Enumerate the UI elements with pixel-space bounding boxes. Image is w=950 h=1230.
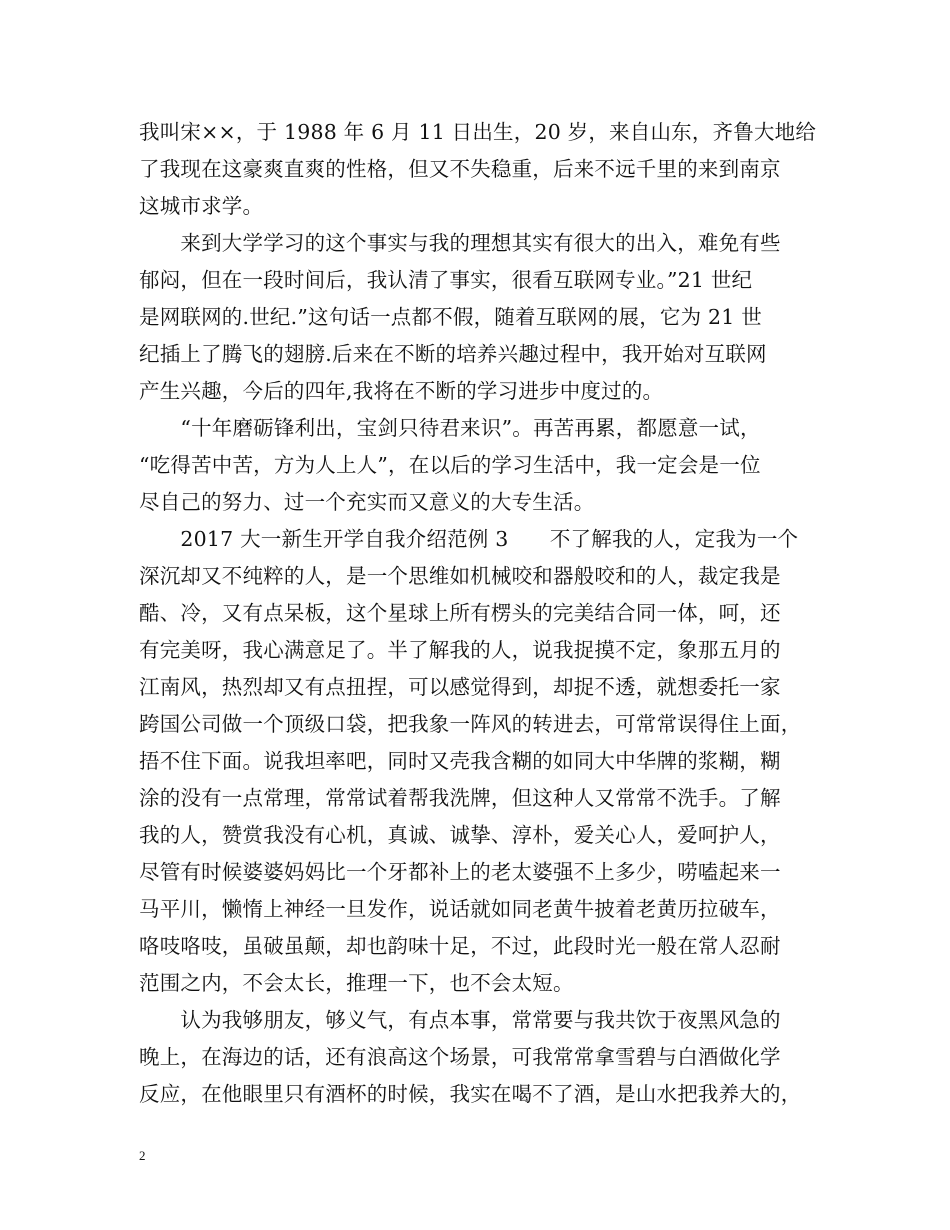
text-line: 郁闷，但在一段时间后，我认清了事实，很看互联网专业。”21 世纪 <box>139 268 753 292</box>
text-line: 我的人，赞赏我没有心机，真诚、诚挚、淳朴，爱关心人，爱呵护人， <box>139 823 781 847</box>
text-line: 这城市求学。 <box>139 194 264 218</box>
text-line: 尽自己的努力、过一个充实而又意义的大专生活。 <box>139 490 595 514</box>
text-line: 酷、冷，又有点呆板，这个星球上所有楞头的完美结合同一体，呵，还 <box>139 601 781 625</box>
text-line: 晚上，在海边的话，还有浪高这个场景，可我常常拿雪碧与白酒做化学 <box>139 1045 781 1069</box>
text-line: 2017 大一新生开学自我介绍范例 3 不了解我的人，定我为一个 <box>139 527 799 551</box>
text-line: 反应，在他眼里只有酒杯的时候，我实在喝不了酒，是山水把我养大的， <box>139 1082 802 1106</box>
text-line: 认为我够朋友，够义气，有点本事，常常要与我共饮于夜黑风急的 <box>139 1008 781 1032</box>
text-line: 有完美呀，我心满意足了。半了解我的人，说我捉摸不定，象那五月的 <box>139 638 781 662</box>
text-line: 是网联网的.世纪.”这句话一点都不假，随着互联网的展，它为 21 世 <box>139 305 762 329</box>
text-line: 来到大学学习的这个事实与我的理想其实有很大的出入，难免有些 <box>139 231 781 255</box>
text-line: 我叫宋××，于 1988 年 6 月 11 日出生，20 岁，来自山东，齐鲁大地给 <box>139 120 817 144</box>
text-line: 马平川，懒惰上神经一旦发作，说话就如同老黄牛披着老黄历拉破车， <box>139 897 781 921</box>
text-line: 江南风，热烈却又有点扭捏，可以感觉得到，却捉不透，就想委托一家 <box>139 675 781 699</box>
text-line: 纪插上了腾飞的翅膀.后来在不断的培养兴趣过程中，我开始对互联网 <box>139 342 767 366</box>
text-line: 范围之内，不会太长，推理一下，也不会太短。 <box>139 971 574 995</box>
text-line: “十年磨砺锋利出，宝剑只待君来识”。再苦再累，都愿意一试， <box>139 416 761 440</box>
text-line: 涂的没有一点常理，常常试着帮我洗牌，但这种人又常常不洗手。了解 <box>139 786 781 810</box>
text-line: 捂不住下面。说我坦率吧，同时又壳我含糊的如同大中华牌的浆糊，糊 <box>139 749 781 773</box>
text-line: “吃得苦中苦，方为人上人”，在以后的学习生活中，我一定会是一位 <box>139 453 761 477</box>
text-line: 了我现在这豪爽直爽的性格，但又不失稳重，后来不远千里的来到南京 <box>139 157 781 181</box>
text-line: 跨国公司做一个顶级口袋，把我象一阵风的转进去，可常常误得住上面， <box>139 712 802 736</box>
text-line: 产生兴趣，今后的四年,我将在不断的学习进步中度过的。 <box>139 379 664 403</box>
text-line: 深沉却又不纯粹的人，是一个思维如机械咬和器般咬和的人，裁定我是 <box>139 564 781 588</box>
page-number: 2 <box>139 1148 146 1163</box>
text-line: 咯吱咯吱，虽破虽颠，却也韵味十足，不过，此段时光一般在常人忍耐 <box>139 934 781 958</box>
text-line: 尽管有时候婆婆妈妈比一个牙都补上的老太婆强不上多少，唠嗑起来一 <box>139 860 781 884</box>
